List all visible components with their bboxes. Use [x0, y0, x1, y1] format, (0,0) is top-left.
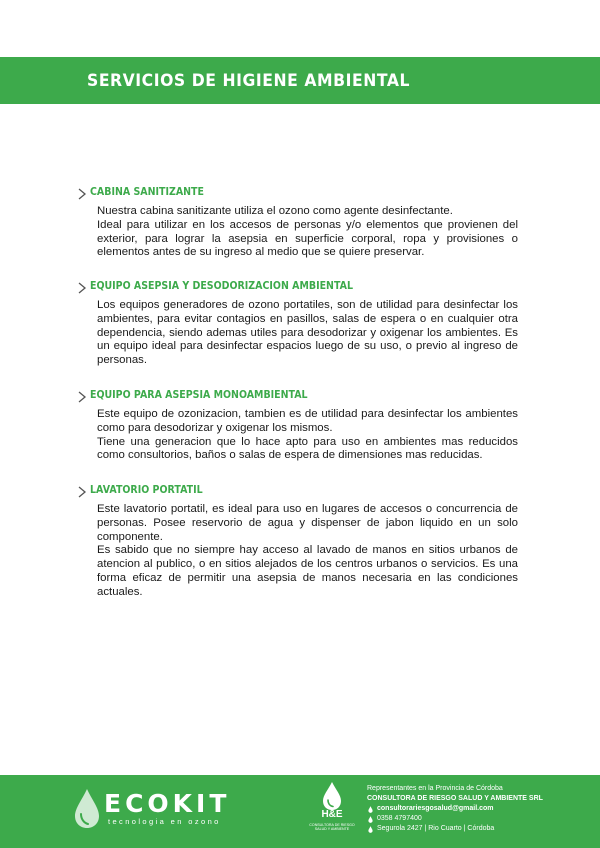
section-cabina-sanitizante [76, 186, 518, 260]
section-paragraph: Nuestra cabina sanitizante utiliza el ozono como agente desinfectante. [97, 205, 453, 217]
chevron-right-icon [76, 485, 88, 499]
water-drop-icon [368, 816, 373, 823]
section-equipo-monoambiental [76, 389, 518, 463]
section-paragraph: Ideal para utilizar en los accesos de personas y/o elementos que provienen del exterior, para lograr la asepsia en superficie corporal, ropa y provisiones o elementos antes de su ingreso al medio que se quiere preservar. [97, 218, 518, 259]
contact-address-row [367, 824, 543, 834]
water-drop-icon [72, 788, 102, 830]
section-paragraph: Este lavatorio portatil, es ideal para uso en lugares de accesos o concurrencia de personas. Posee reservorio de agua y dispenser de jabon liquido en un solo componente. [97, 503, 518, 543]
water-drop-icon [368, 826, 373, 833]
contact-phone-row [367, 814, 543, 824]
header-banner [0, 57, 600, 104]
ecokit-logo-name: ECOKIT [104, 789, 231, 818]
section-title: CABINA SANITIZANTE [90, 186, 204, 198]
he-logo-subtitle: CONSULTORA DE RIESGO SALUD Y AMBIENTE [309, 823, 355, 832]
section-paragraph: Los equipos generadores de ozono portatiles, son de utilidad para desinfectar los ambientes, para evitar contagios en pasillos, salas de espera o en cualquier otra dependencia, siendo ademas utiles para desodorizar y oxigenar los ambientes. Es un equipo ideal para desinfectar espacios luego de su uso, o previo al ingreso de personas. [97, 299, 518, 367]
chevron-right-icon [76, 187, 88, 201]
section-paragraph: Este equipo de ozonizacion, tambien es de utilidad para desinfectar los ambientes como para desodorizar y oxigenar los mismos. [97, 408, 518, 434]
contact-address: Segurola 2427 | Rio Cuarto | Córdoba [377, 825, 495, 832]
section-title: EQUIPO PARA ASEPSIA MONOAMBIENTAL [90, 389, 308, 401]
contact-phone[interactable]: 0358 4797400 [377, 815, 422, 822]
he-logo [309, 781, 355, 843]
section-title: LAVATORIO PORTATIL [90, 484, 203, 496]
section-lavatorio-portatil [76, 484, 518, 600]
contact-company: CONSULTORA DE RIESGO SALUD Y AMBIENTE SRL [367, 795, 543, 802]
page-title: SERVICIOS DE HIGIENE AMBIENTAL [87, 71, 411, 91]
water-drop-icon [368, 806, 373, 813]
contact-email-row [367, 804, 543, 814]
ecokit-tagline: tecnologia en ozono [108, 817, 221, 826]
contact-intro: Representantes en la Provincia de Córdoba [367, 785, 503, 792]
chevron-right-icon [76, 390, 88, 404]
contact-block [367, 784, 543, 834]
contact-email[interactable]: consultorariesgosalud@gmail.com [377, 805, 494, 812]
water-drop-icon [320, 781, 344, 811]
section-title: EQUIPO ASEPSIA Y DESODORIZACION AMBIENTAL [90, 280, 353, 292]
section-equipo-asepsia-desodorizacion [76, 280, 518, 368]
he-logo-name: H&E [321, 809, 343, 820]
section-paragraph: Es sabido que no siempre hay acceso al lavado de manos en sitios urbanos de atencion al publico, o en sitios alejados de los centros urbanos o servicios. Es una forma eficaz de permitir una asepsia de manos necesaria en las condiciones actuales. [97, 544, 518, 598]
chevron-right-icon [76, 281, 88, 295]
section-paragraph: Tiene una generacion que lo hace apto para uso en ambientes mas reducidos como consultorios, baños o salas de espera de dimensiones mas reducidas. [97, 435, 518, 462]
